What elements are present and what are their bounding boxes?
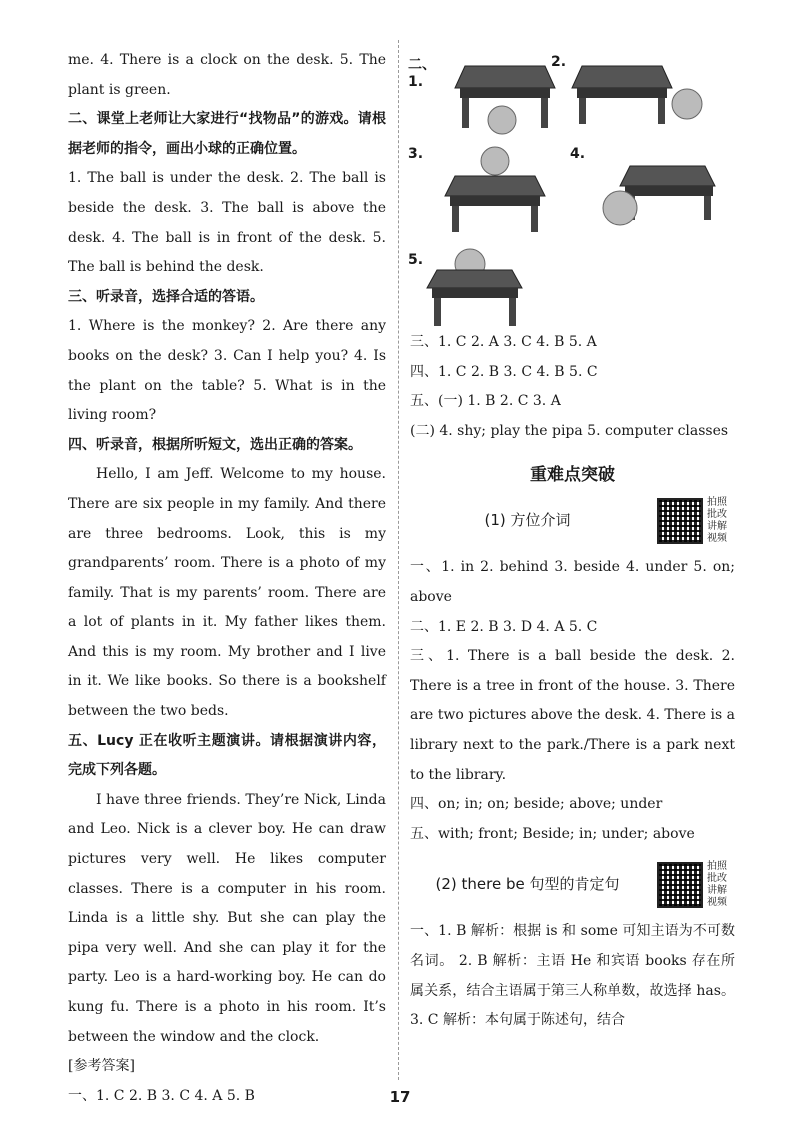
answer-line: 一、1. in 2. behind 3. beside 4. under 5. on; above: [410, 559, 735, 605]
drawing-label: 4.: [570, 146, 586, 162]
answer-line: 二、1. E 2. B 3. D 4. A 5. C: [410, 618, 598, 635]
desk-ball-beside-icon: [567, 58, 717, 138]
desk-drawings: [410, 46, 735, 328]
drawing-label: 二、1.: [408, 57, 436, 90]
qr-caption: 拍照批改 讲解视频: [707, 497, 727, 545]
desk-ball-front-icon: [600, 156, 730, 246]
answer-line: 三、1. There is a ball beside the desk. 2. There is a tree in front of the house. 3. There are two pictures above the desk. 4. There is a library next to the park./There is a park next to the library.: [410, 648, 735, 783]
subsection-title: (1) 方位介词: [484, 511, 571, 530]
answer-line: 五、(一) 1. B 2. C 3. A: [410, 393, 561, 410]
subsection-header: [410, 495, 735, 553]
desk-ball-above-icon: [440, 146, 560, 236]
passage: I have three friends. They’re Nick, Linda and Leo. Nick is a clever boy. He can draw pictures very well. He likes computer classes. There is a computer in his room. Linda is a little shy. But she can play the pipa very well. And she can play it for the party. Leo is a hard-working boy. He can do kung fu. There is a photo in his room. It’s between the window and the clock.: [68, 791, 386, 1045]
qr-code-icon[interactable]: [657, 862, 703, 908]
subsection-title: (2) there be 句型的肯定句: [435, 875, 620, 894]
answer-line: 四、on; in; on; beside; above; under: [410, 796, 663, 813]
desk-ball-behind-icon: [422, 246, 542, 328]
left-column: [68, 46, 386, 1111]
paragraph: me. 4. There is a clock on the desk. 5. The plant is green.: [68, 52, 386, 98]
paragraph: 1. The ball is under the desk. 2. The ball is beside the desk. 3. The ball is above the desk. 4. The ball is in front of the desk. 5. The ball is behind the desk.: [68, 170, 386, 276]
qr-code-icon[interactable]: [657, 498, 703, 544]
right-column: [410, 46, 735, 1036]
section-title: 重难点突破: [530, 465, 615, 486]
answer-line: 四、1. C 2. B 3. C 4. B 5. C: [410, 363, 598, 380]
answer-line: 三、1. C 2. A 3. C 4. B 5. A: [410, 334, 597, 350]
drawing-label: 2.: [551, 54, 567, 70]
drawing-label: 5.: [408, 252, 424, 268]
paragraph: 1. Where is the monkey? 2. Are there any books on the desk? 3. Can I help you? 4. Is the plant on the table? 5. What is in the living room?: [68, 318, 386, 424]
answer-line: (二) 4. shy; play the pipa 5. computer classes: [410, 422, 729, 439]
answer-line: 一、1. B 解析：根据 is 和 some 可知主语为不可数名词。 2. B 解析：主语 He 和宾语 books 存在所属关系，结合主语属于第三人称单数，故选择 has。 3. C 解析：本句属于陈述句，结合: [410, 923, 735, 1029]
qr-caption: 拍照批改 讲解视频: [707, 861, 727, 909]
drawing-label: 3.: [408, 146, 424, 162]
question-heading: 三、听录音，选择合适的答语。: [68, 288, 264, 305]
answer-line: 一、1. C 2. B 3. C 4. A 5. B: [68, 1087, 255, 1104]
qr-code-block[interactable]: [655, 495, 735, 549]
page-number: 17: [389, 1088, 411, 1106]
question-heading: 四、听录音，根据所听短文，选出正确的答案。: [68, 436, 362, 453]
subsection-header: [410, 859, 735, 917]
qr-code-block[interactable]: [655, 859, 735, 913]
column-divider: [398, 40, 399, 1080]
reference-answer-label: [参考答案]: [68, 1058, 135, 1075]
answer-line: 五、with; front; Beside; in; under; above: [410, 825, 695, 842]
question-heading: 二、课堂上老师让大家进行“找物品”的游戏。请根据老师的指令，画出小球的正确位置。: [68, 111, 386, 157]
desk-ball-under-icon: [450, 58, 560, 138]
passage: Hello, I am Jeff. Welcome to my house. There are six people in my family. And there are three bedrooms. Look, this is my grandparents’ room. There is a photo of my family. That is my parents’ room. There are a lot of plants in it. My father likes them. And this is my room. My brother and I live in it. We like books. So there is a bookshelf between the two beds.: [68, 466, 386, 720]
question-heading: 五、Lucy 正在收听主题演讲。请根据演讲内容，完成下列各题。: [68, 732, 386, 779]
